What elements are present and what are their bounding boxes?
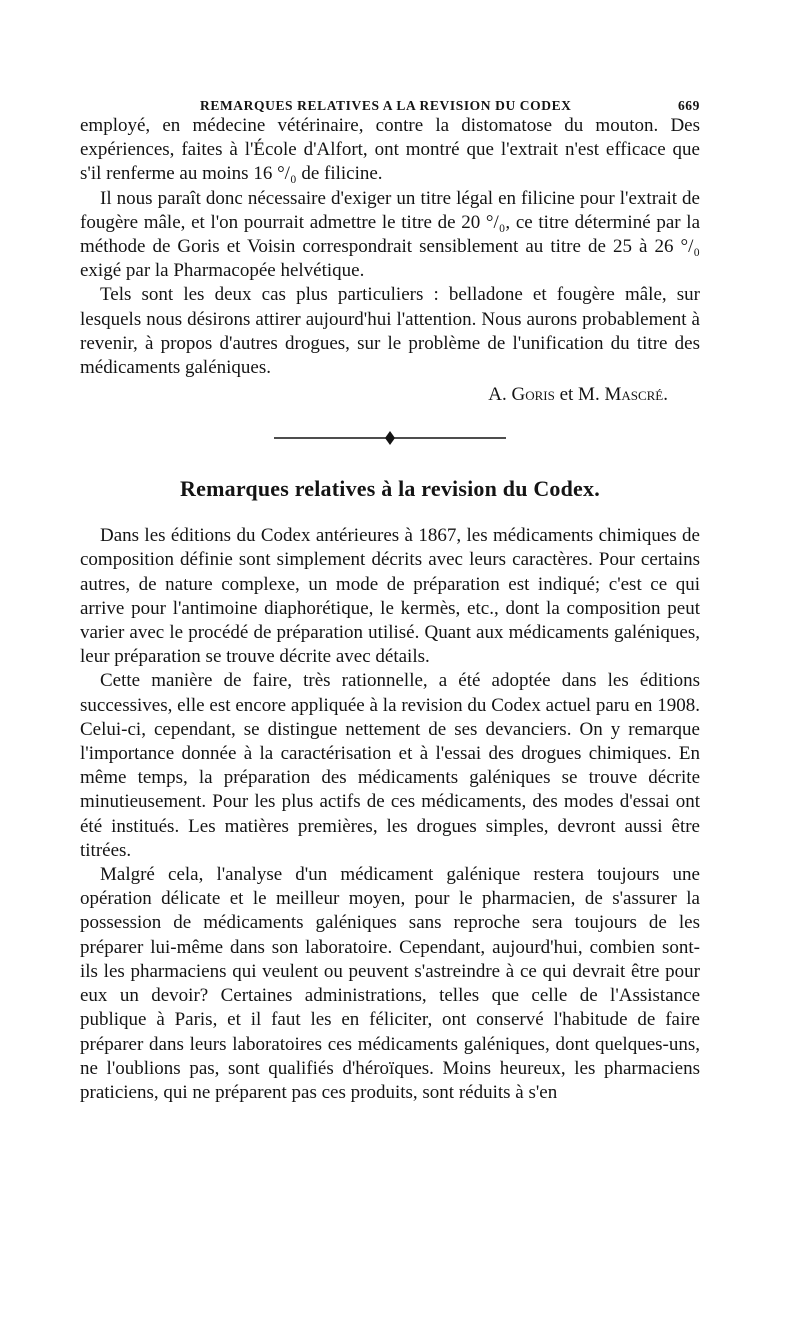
article-continuation	[80, 114, 700, 380]
paragraph: Malgré cela, l'analyse d'un médicament galénique restera toujours une opération délicate et le meilleur moyen, pour le pharmacien, de s'assurer la possession de médicaments galéniques sans reproche sera toujours de les préparer lui-même dans son laboratoire. Cependant, aujourd'hui, combien sont-ils les pharmaciens qui veulent ou peuvent s'astreindre à ce qui devrait être pour eux un devoir? Certaines administrations, telles que celle de l'Assistance publique à Paris, et il faut les en féliciter, ont conservé l'habitude de faire préparer dans leurs laboratoires ces médicaments galéniques, dont quelques-uns, ne l'oublions pas, sont qualifiés d'héroïques. Moins heureux, les pharmaciens praticiens, qui ne préparent pas ces produits, sont réduits à s'en	[80, 864, 700, 1103]
paragraph: Cette manière de faire, très rationnelle, a été adoptée dans les éditions successives, elle est encore appliquée à la revision du Codex actuel paru en 1908. Celui-ci, cependant, se distingue nettement de ses devanciers. On y remarque l'importance donnée à la caractérisation et à l'essai des drogues chimiques. En même temps, la préparation des médicaments galéniques se trouve décrite minutieusement. Pour les plus actifs de ces médicaments, des modes d'essai ont été institués. Les matières premières, les drogues simples, devront aussi être titrées.	[80, 670, 700, 861]
signature-prefix: A.	[488, 384, 512, 406]
signature-author-mascre: Mascré.	[604, 384, 668, 406]
section-divider	[80, 428, 700, 448]
section-title: Remarques relatives à la revision du Codex.	[180, 476, 600, 502]
diamond-rule-icon	[274, 428, 506, 448]
paragraph: Dans les éditions du Codex antérieures à 1867, les médicaments chimiques de composition définie sont simplement décrits avec leurs caractères. Pour certains autres, de nature complexe, un mode de préparation est indiqué; c'est ce qui arrive pour l'antimoine diaphorétique, le kermès, etc., dont la composition peut varier avec le procédé de préparation utilisé. Quant aux médicaments galéniques, leur préparation se trouve décrite avec détails.	[80, 525, 700, 668]
article-body	[80, 524, 700, 1105]
signature-author-goris: Goris	[511, 384, 555, 406]
page-number: 669	[677, 98, 700, 113]
running-title: REMARQUES RELATIVES A LA REVISION DU CODEX	[200, 98, 572, 113]
paragraph: employé, en médecine vétérinaire, contre la distomatose du mouton. Des expériences, faites à l'École d'Alfort, ont montré que l'extrait n'est efficace que s'il renferme au moins 16 °/₀ de filicine.	[80, 115, 700, 185]
paragraph: Tels sont les deux cas plus particuliers : belladone et fougère mâle, sur lesquels nous désirons attirer aujourd'hui l'attention. Nous aurons probablement à revenir, à propos d'autres drogues, sur le problème de l'unification du titre des médicaments galéniques.	[80, 284, 700, 379]
running-header	[80, 88, 700, 114]
signature-middle: et M.	[554, 384, 605, 406]
author-signature	[80, 384, 700, 406]
paragraph: Il nous paraît donc nécessaire d'exiger un titre légal en filicine pour l'extrait de fougère mâle, et l'on pourrait admettre le titre de 20 °/₀, ce titre déterminé par la méthode de Goris et Voisin correspondrait sensiblement au titre de 25 à 26 °/₀ exigé par la Pharmacopée helvétique.	[80, 187, 700, 282]
document-page	[80, 88, 700, 1105]
